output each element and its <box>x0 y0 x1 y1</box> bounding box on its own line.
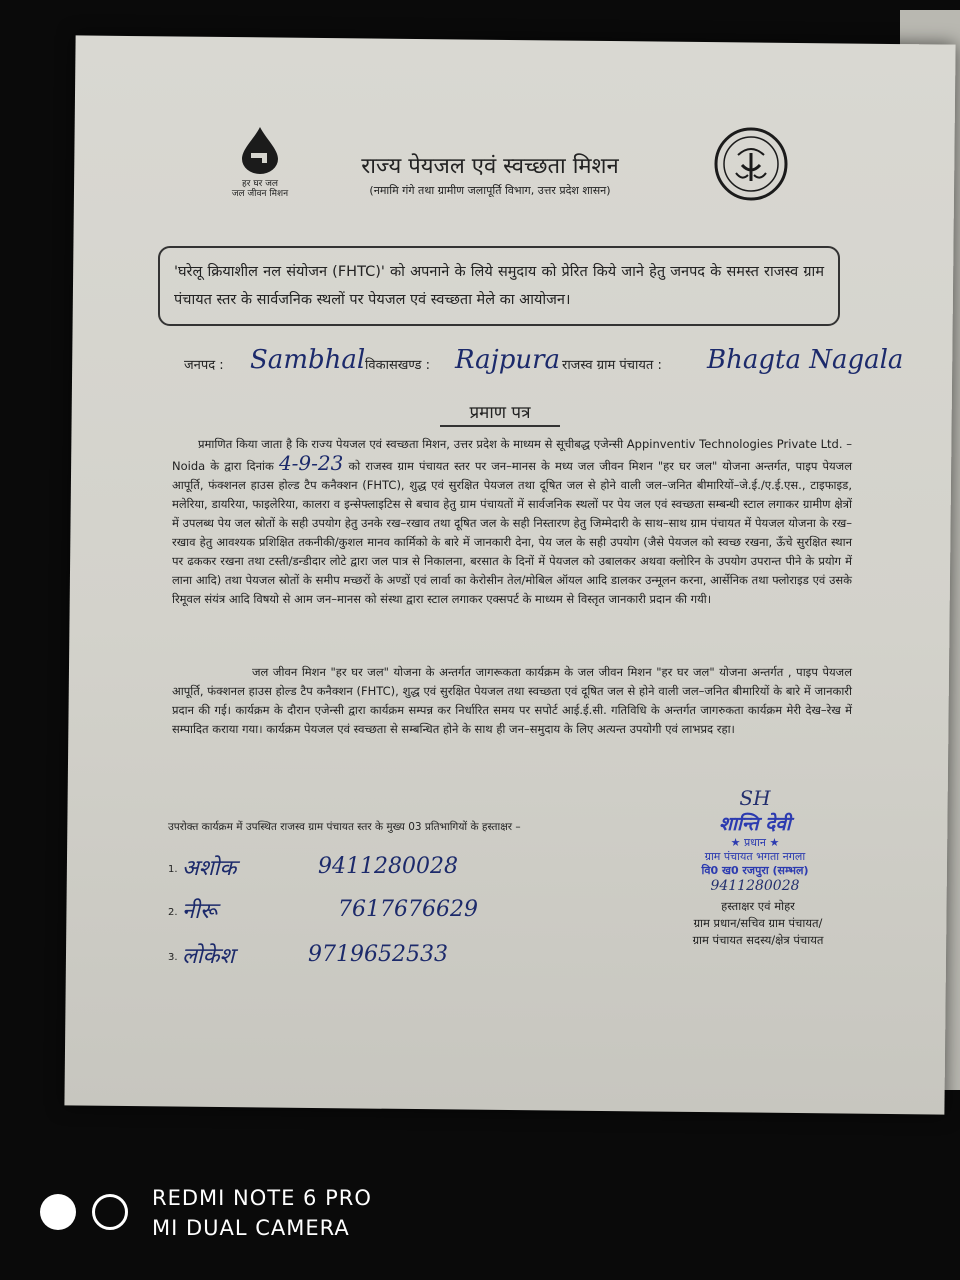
participant-number: 2. <box>168 907 178 918</box>
ring-circle-icon <box>92 1194 128 1230</box>
participant-row <box>168 852 508 886</box>
watermark-line-1: REDMI NOTE 6 PRO <box>152 1186 372 1210</box>
block-value: Rajpura <box>455 345 561 375</box>
signatory-roles-1: ग्राम प्रधान/सचिव ग्राम पंचायत/ <box>693 916 823 930</box>
stamp-name: शान्ति देवी <box>719 813 791 835</box>
water-drop-icon <box>238 125 282 175</box>
location-line <box>172 345 932 385</box>
participant-mobile: 7617676629 <box>338 897 478 922</box>
stamp-line-1: ग्राम पंचायत भगता नगला <box>704 850 806 863</box>
logo-tagline: हर घर जल <box>242 179 278 189</box>
gram-panchayat-value: Bhagta Nagala <box>707 345 904 375</box>
signatory-roles-2: ग्राम पंचायत सदस्य/क्षेत्र पंचायत <box>692 933 824 947</box>
page-subtitle: (नमामि गंगे तथा ग्रामीण जलापूर्ति विभाग, उत्तर प्रदेश शासन) <box>369 184 611 197</box>
district-value: Sambhal <box>250 345 366 375</box>
event-date: 4-9-23 <box>278 451 344 475</box>
certificate-paragraph-2: जल जीवन मिशन "हर घर जल" योजना के अन्तर्गत जागरूकता कार्यक्रम के जल जीवन मिशन "हर घर जल" योजना अन्तर्गत , पाइप पेयजल आपूर्ति, फंक्शनल हाउस होल्ड टैप कनैक्शन (FHTC), शुद्ध एवं सुरक्षित पेयजल तथा स्वच्छता एवं दूषित जल से होने वाली जल–जनित बीमारियों के बारे में जानकारी प्रदान की गई। कार्यक्रम के दौरान एजेन्सी द्वारा कार्यक्रम सम्पन्न कर निर्धारित समय पर सपोर्ट आई.ई.सी. गतिविधि के अन्तर्गत जागरुकता कार्यक्रम मेरी देख–रेख में सम्पादित कराया गया। कार्यक्रम पेयजल एवं स्वच्छता से सम्बन्धित होने के साथ ही जन–समुदाय के लिए अत्यन्त उपयोगी एवं लाभप्रद रहा। <box>172 665 852 736</box>
watermark-line-2: MI DUAL CAMERA <box>152 1216 350 1240</box>
participant-row <box>168 895 508 929</box>
pradhan-stamp <box>660 786 850 894</box>
participant-signature: नीरू <box>182 899 218 924</box>
para1-before-date: प्रमाणित किया जाता है कि राज्य पेयजल एवं स्वच्छता मिशन, उत्तर प्रदेश के माध्यम से सूचीबद्ध एजेन्सी Appinventiv Technologies Private Ltd. – Noida के द्वारा दिनांक <box>172 437 852 473</box>
participant-mobile: 9719652533 <box>308 942 448 967</box>
participant-number: 3. <box>168 952 178 963</box>
jal-jeevan-mission-logo <box>225 125 295 199</box>
gram-panchayat-label: राजस्व ग्राम पंचायत : <box>562 358 662 373</box>
participant-row <box>168 940 508 974</box>
up-govt-emblem-icon <box>712 125 790 203</box>
stamp-role: ★ प्रधान ★ <box>730 836 780 849</box>
block-label: विकासखण्ड : <box>365 358 431 373</box>
certificate-paragraph-1 <box>172 435 852 609</box>
filled-circle-icon <box>40 1194 76 1230</box>
district-label: जनपद : <box>184 358 224 373</box>
participant-mobile: 9411280028 <box>318 854 458 879</box>
participant-number: 1. <box>168 864 178 875</box>
certificate-title: प्रमाण पत्र <box>440 400 560 427</box>
event-banner-box: 'घरेलू क्रियाशील नल संयोजन (FHTC)' को अपनाने के लिये समुदाय को प्रेरित किये जाने हेतु जनपद के समस्त राजस्व ग्राम पंचायत स्तर के सार्वजनिक स्थलों पर पेयजल एवं स्वच्छता मेले का आयोजन। <box>158 246 840 326</box>
signature-block <box>660 898 856 949</box>
para1-after-date: को राजस्व ग्राम पंचायत स्तर पर जन–मानस के मध्य जल जीवन मिशन "हर घर जल" योजना अन्तर्गत, पाइप पेयजल आपूर्ति, फंक्शनल हाउस होल्ड टैप कनैक्शन (FHTC), शुद्ध एवं सुरक्षित पेयजल तथा दूषित जल से होने वाली जल–जनित बीमारियों–जे.ई./ए.ई.एस., टाइफाइड, मलेरिया, डायरिया, फाइलेरिया, कालरा व इन्सेफ्लाइटिस से बचाव हेतु ग्राम पंचायतों में सार्वजनिक स्थलों पर पेय जल एवं स्वच्छता सम्बन्धी स्टाल लगाकर ग्रामीण क्षेत्रों में उपलब्ध पेय जल स्रोतों के सही उपयोग हेतु उनके रख–रखाव तथा दूषित जल के सही निस्तारण हेतु जिम्मेदारी के साथ–साथ ग्राम पंचायत में पेयजल योजना के रख–रखाव हेतु आवश्यक प्रशिक्षित तकनीकी/कुशल मानव कार्मिको के बारे में जानकारी देना, पेय जल के सही उपयोग (जैसे पेयजल को स्वच्छ रखना, ऊँचे सुरक्षित स्थान पर ढककर रखना तथा टस्ती/डन्डीदार लोटे द्वारा जल पात्र से निकालना, बरसात के दिनों में पेयजल को उबालकर अथवा क्लोरिन के उपयोग उपरान्त पीने के प्रयोग में लाना आदि) तथा पेयजल स्रोतों के समीप मच्छरों के अण्डों एवं लार्वा का केरोसीन तेल/मोबिल ऑयल आदि डालकर उन्मूलन करना, आर्सेनिक तथा फ्लोराइड एवं उसके रिमूवल संयंत्र आदि विषयो से आम जन–मानस को संस्था द्वारा स्टाल लगाकर एक्सपर्ट के माध्यम से विस्तृत जानकारी प्रदान की गयी। <box>172 459 852 606</box>
participant-signature: अशोक <box>182 856 237 881</box>
stamp-line-2: वि0 ख0 रजपुरा (सम्भल) <box>701 864 809 877</box>
participant-signature: लोकेश <box>182 944 235 969</box>
stamp-initials: SH <box>739 786 771 810</box>
page-title: राज्य पेयजल एवं स्वच्छता मिशन <box>361 154 619 179</box>
signature-label: हस्ताक्षर एवं मोहर <box>721 899 795 913</box>
participants-intro: उपरोक्त कार्यक्रम में उपस्थित राजस्व ग्राम पंचायत स्तर के मुख्य 03 प्रतिभागियों के हस्ताक्षर – <box>168 821 521 833</box>
stamp-phone: 9411280028 <box>710 878 800 894</box>
logo-subtag: जल जीवन मिशन <box>231 189 289 199</box>
